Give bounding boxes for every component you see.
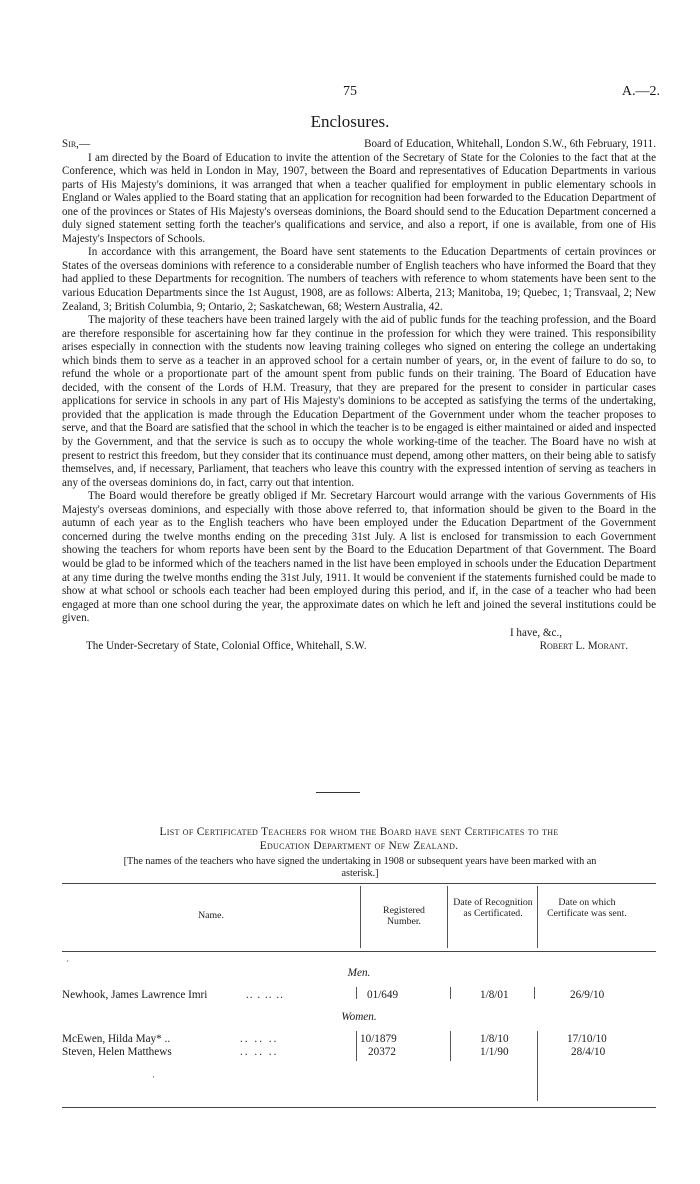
letter-body — [62, 138, 656, 654]
list-note: [The names of the teachers who have signed the undertaking in 1908 or subsequent years have been marked with an asterisk.] — [123, 856, 597, 880]
letter-addressee: The Under-Secretary of State, Colonial Office, Whitehall, S.W. — [86, 640, 367, 653]
column-divider — [537, 886, 538, 948]
teacher-name: Steven, Helen Matthews — [62, 1046, 172, 1058]
letter-paragraph: I am directed by the Board of Education to invite the attention of the Secretary of State for the Colonies to the fact that at the Conference, which was held in London in May, 1907, between the Board and representatives of Education Departments in various parts of His Majesty's dominions, it was arranged that when a teacher qualified for employment in public elementary schools in England or Wales applied to the Board stating that an application for recognition had been forwarded to the Education Department of one of the provinces or States of His Majesty's overseas dominions, the Board should send to the Education Department concerned a duly signed statement setting forth the teacher's qualifications and service, and also a report, if one is available, from one of His Majesty's Inspectors of Schools. — [62, 151, 656, 245]
letter-paragraph: The majority of these teachers have been trained largely with the aid of public funds for the teaching profession, and the Board are therefore responsible for ascertaining how far they continue in the profession for which they were trained. This responsibility arises especially in connection with the students now leaving training colleges who signed on entering the college an undertaking which binds them to serve as a teacher in an approved school for a certain number of years, or, in the event of failure to do so, to refund the whole or a proportionate part of the amount spent from public funds on their training. The Board of Education have decided, with the consent of the Lords of H.M. Treasury, that they are prepared for the present to consider in particular cases applications for service in schools in any part of His Majesty's dominions to be accepted as satisfying the terms of the undertaking, provided that the application is made through the Education Department of the Government under whom the teacher proposes to serve, and that the Board are satisfied that the school in which the teacher is to be engaged is either maintained or aided and inspected by the Government, and that the service is such as to occupy the whole working-time of the teacher. The Board have no wish at present to restrict this freedom, but they consider that its continuance must depend, among other matters, on their being able to satisfy themselves, and, if necessary, Parliament, that teachers who leave this country with the expressed intention of serving as teachers in any of the overseas dominions do, in fact, carry out that intention. — [62, 314, 656, 489]
column-header-sent: Date on which Certificate was sent. — [547, 897, 627, 920]
letter-signature: Robert L. Morant. — [539, 640, 628, 653]
letter-footer-row — [62, 640, 656, 654]
group-label-women: Women. — [341, 1011, 377, 1023]
table-bottom-rule — [62, 1107, 656, 1108]
column-divider — [447, 886, 448, 948]
row-divider-tick — [450, 987, 451, 999]
list-title-line: Education Department of New Zealand. — [259, 840, 459, 852]
group-label-men: Men. — [347, 967, 371, 979]
section-divider — [316, 792, 360, 793]
list-title-line: List of Certificated Teachers for whom the Board have sent Certificates to the — [159, 826, 559, 838]
column-header-recognition: Date of Recognition as Certificated. — [453, 897, 533, 920]
column-header-name: Name. — [198, 910, 224, 921]
page-title: Enclosures. — [310, 112, 390, 131]
leader-dots: .. .. .. — [240, 1033, 279, 1045]
row-divider-tick — [356, 1031, 357, 1061]
table-top-rule — [62, 883, 656, 884]
leader-dots: .. .. .. — [240, 1046, 279, 1058]
recognition-date: 1/1/90 — [480, 1046, 509, 1058]
margin-mark: ´ — [66, 959, 69, 969]
row-divider-tick — [356, 987, 357, 999]
list-title — [62, 825, 656, 853]
row-divider-tick — [537, 1031, 538, 1101]
stray-mark: · — [152, 1072, 155, 1082]
recognition-date: 1/8/10 — [480, 1033, 509, 1045]
letter-paragraph: The Board would therefore be greatly obliged if Mr. Secretary Harcourt would arrange with the various Governments of His Majesty's overseas dominions, and especially with those above referred to, that information should be given to the Board in the autumn of each year as to the English teachers who have been employed under the Education Department of the Government concerned during the twelve months ending on the preceding 31st July. A list is enclosed for transmission to each Government showing the teachers for whom reports have been sent by the Board to the Education Department of that Government. The Board would be glad to be informed which of the teachers named in the list have been employed in schools under the Education Department at any time during the twelve months ending the 31st July, 1911. It would be convenient if the statements furnished could be made to show at what school or schools each teacher had been employed during this period, and if, in the case of a teacher who had been engaged at more than one school during the year, the approximate dates on which he left and joined the several institutions could be given. — [62, 490, 656, 625]
column-divider — [360, 886, 361, 948]
letter-header-row — [62, 138, 656, 152]
salutation: Sir,— — [62, 138, 91, 150]
document-reference: A.—2. — [621, 84, 660, 99]
sent-date: 17/10/10 — [567, 1033, 607, 1045]
row-divider-tick — [534, 987, 535, 999]
registered-number: 10/1879 — [360, 1033, 397, 1045]
registered-number: 01/649 — [367, 989, 399, 1001]
letter-closing: I have, &c., — [509, 626, 562, 639]
recognition-date: 1/8/01 — [480, 989, 509, 1001]
letter-paragraph: In accordance with this arrangement, the Board have sent statements to the Education Departments of certain provinces or States of the overseas dominions with reference to a considerable number of English teachers who have informed the Board that they had applied to these Departments for recognition. The numbers of teachers with reference to whom statements have been sent to the various Education Departments since the 1st August, 1908, are as follows: Alberta, 213; Manitoba, 19; Quebec, 1; Transvaal, 2; New Zealand, 3; British Columbia, 9; Ontario, 2; Saskatchewan, 68; Western Australia, 42. — [62, 246, 656, 313]
row-divider-tick — [450, 1031, 451, 1061]
leader-dots: .. . .. .. — [246, 989, 284, 1001]
page-number: 75 — [343, 84, 357, 99]
teacher-name: McEwen, Hilda May* .. — [62, 1033, 171, 1045]
teacher-name: Newhook, James Lawrence Imri — [62, 989, 208, 1001]
column-header-registered: Registered Number. — [383, 905, 425, 928]
sender-address-date: Board of Education, Whitehall, London S.W., 6th February, 1911. — [364, 138, 656, 150]
sent-date: 28/4/10 — [571, 1046, 606, 1058]
table-header-rule — [62, 951, 656, 952]
registered-number: 20372 — [368, 1046, 396, 1058]
sent-date: 26/9/10 — [570, 989, 605, 1001]
